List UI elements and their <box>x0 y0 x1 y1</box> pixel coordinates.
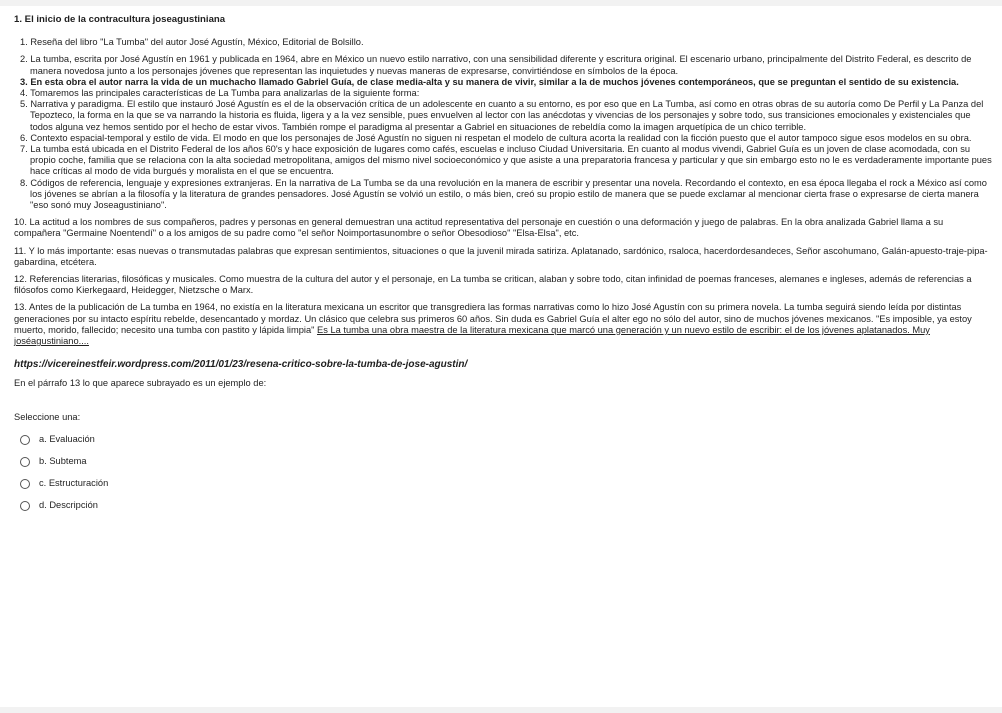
radio-button-d[interactable] <box>20 501 30 511</box>
option-d[interactable] <box>14 495 992 517</box>
question-prompt: En el párrafo 13 lo que aparece subrayado es un ejemplo de: <box>14 378 267 389</box>
option-label: b. Subtema <box>39 456 87 467</box>
answer-options <box>14 429 992 517</box>
paragraph-11: 11. Y lo más importante: esas nuevas o transmutadas palabras que expresan sentimientos, situaciones o que la juvenil mirada satiriza. Aplatanado, sardónico, rsaloca, hacerdordesandeces, Señor ascohumano, Galán-apuesto-traje-pipa-gabardina, etcétera. <box>14 245 988 267</box>
select-label: Seleccione una: <box>14 411 81 422</box>
list-item: 7. La tumba está ubicada en el Distrito Federal de los años 60's y hace exposición de lugares como cafés, escuelas e incluso Ciudad Universitaria. En cuanto al modus vivendi, Gabriel Guía es un joven de clase acomodada, con su propio coche, familia que se relaciona con la alta sociedad metropolitana, amigos del mismo nivel socioeconómico y que asiste a una preparatoria francesa y particular y que sin embargo esto no le es verdaderamente importante pues hace críticas al modo de vida burgués y moralista en el que se encuentra. <box>20 144 992 177</box>
radio-button-a[interactable] <box>20 435 30 445</box>
option-label: a. Evaluación <box>39 434 95 445</box>
radio-button-c[interactable] <box>20 479 30 489</box>
option-c[interactable] <box>14 473 992 495</box>
option-b[interactable] <box>14 451 992 473</box>
option-label: c. Estructuración <box>39 478 109 489</box>
list-item: 1. Reseña del libro "La Tumba" del autor José Agustín, México, Editorial de Bolsillo. <box>20 37 364 48</box>
bottom-edge <box>0 707 1002 713</box>
list-item: 5. Narrativa y paradigma. El estilo que instauró José Agustín es el de la observación crítica de un adolescente en cuanto a su entorno, es por eso que en La Tumba, así como en otras obras de su autoría como De Perfil y La Panza del Tepozteco, la forma en la que se va narrando la historia es fluida, ligera y a la vez sensible, pues envuelven al lector con las anécdotas y vivencias de los personajes y sobre todo, sus transiciones emocionales y existenciales que todos alguna vez hemos sentido por el hecho de estar vivos. También rompe el paradigma al presentar a Gabriel en situaciones de rebeldía como la imagen arquetípica de un chico terrible. <box>20 99 984 132</box>
paragraph-13-text: 13. Antes de la publicación de La tumba en 1964, no existía en la literatura mexicana un escritor que transgrediera las formas narrativas como lo hizo José Agustín con su primera novela. La tumba seguirá siendo leída por distintas generaciones por su intacto espíritu rebelde, desencantado y mordaz. Un clásico que celebra sus primeros 60 años. Sin duda es Gabriel Guía el alter ego no sólo del autor, sino de muchos jóvenes mexicanos. "Es imposible, ya estoy muerto, morido, fallecido; necesito una tumba con pastito y lápida limpia" <box>14 302 972 335</box>
paragraph-10: 10. La actitud a los nombres de sus compañeros, padres y personas en general demuestran una actitud representativa del personaje en cuestión o una deformación y juego de palabras. En la obra analizada Gabriel llama a su compañera "Germaine Noentendí" o a los amigos de su padre como "el señor Noimportasunombre o señor Obesodioso" "Elsa-Elsa", etc. <box>14 217 944 239</box>
list-item: 2. La tumba, escrita por José Agustín en 1961 y publicada en 1964, abre en México un nuevo estilo narrativo, con una sensibilidad diferente y escritura original. El escenario urbano, principalmente del Distrito Federal, es descrito de manera novedosa junto a los personajes jóvenes que representan las inquietudes y nuevas maneras de expresarse, convirtiéndose en símbolos de la época. <box>20 54 972 76</box>
list-item: 3. En esta obra el autor narra la vida de un muchacho llamado Gabriel Guía, de clase media-alta y su manera de vivir, similar a la de muchos jóvenes contemporáneos, que se preguntan el sentido de su existencia. <box>20 76 959 87</box>
top-edge <box>0 0 1002 6</box>
option-label: d. Descripción <box>39 500 98 511</box>
question-title: 1. El inicio de la contracultura joseagustiniana <box>14 14 226 25</box>
radio-button-b[interactable] <box>20 457 30 467</box>
list-item: 8. Códigos de referencia, lenguaje y expresiones extranjeras. En la narrativa de La Tumba se da una revolución en la manera de escribir y presentar una novela. Recordando el contexto, en esa época llegaba el rock a México así como los jóvenes se abrían a la filosofía y la literatura de grandes pensadores. José Agustín se volvió un estilo, o más bien, creó su propio estilo de manera que se puede exclamar al mencionar cierta frase o expresarse de cierta manera "eso sonó muy Joseagustiniano". <box>20 177 987 211</box>
underlined-passage: Es La tumba una obra maestra de la literatura mexicana que marcó una generación y un nuevo estilo de escribir: el de los jóvenes aplatanados. Muy joséagustiniano.... <box>14 324 930 347</box>
source-url: https://vicereinestfeir.wordpress.com/2011/01/23/resena-critico-sobre-la-tumba-de-jose-agustin/ <box>14 359 468 371</box>
paragraph-12: 12. Referencias literarias, filosóficas y musicales. Como muestra de la cultura del autor y el personaje, en La tumba se critican, alaban y sobre todo, citan infinidad de poemas franceses, alemanes e ingleses, además de referencias a filósofos como Kierkegaard, Heidegger, Nietzsche o Marx. <box>14 274 972 296</box>
list-item: 4. Tomaremos las principales características de La Tumba para analizarlas de la siguiente forma: <box>20 88 420 99</box>
option-a[interactable] <box>14 429 992 451</box>
numbered-list <box>14 37 992 211</box>
paragraph-13 <box>14 302 992 347</box>
list-item: 6. Contexto espacial-temporal y estilo de vida. El modo en que los personajes de José Agustín no siguen ni respetan el modelo de cultura acorta la realidad con la ficción puesto que el autor tampoco sigue esos modelos en su obra. <box>20 132 972 143</box>
